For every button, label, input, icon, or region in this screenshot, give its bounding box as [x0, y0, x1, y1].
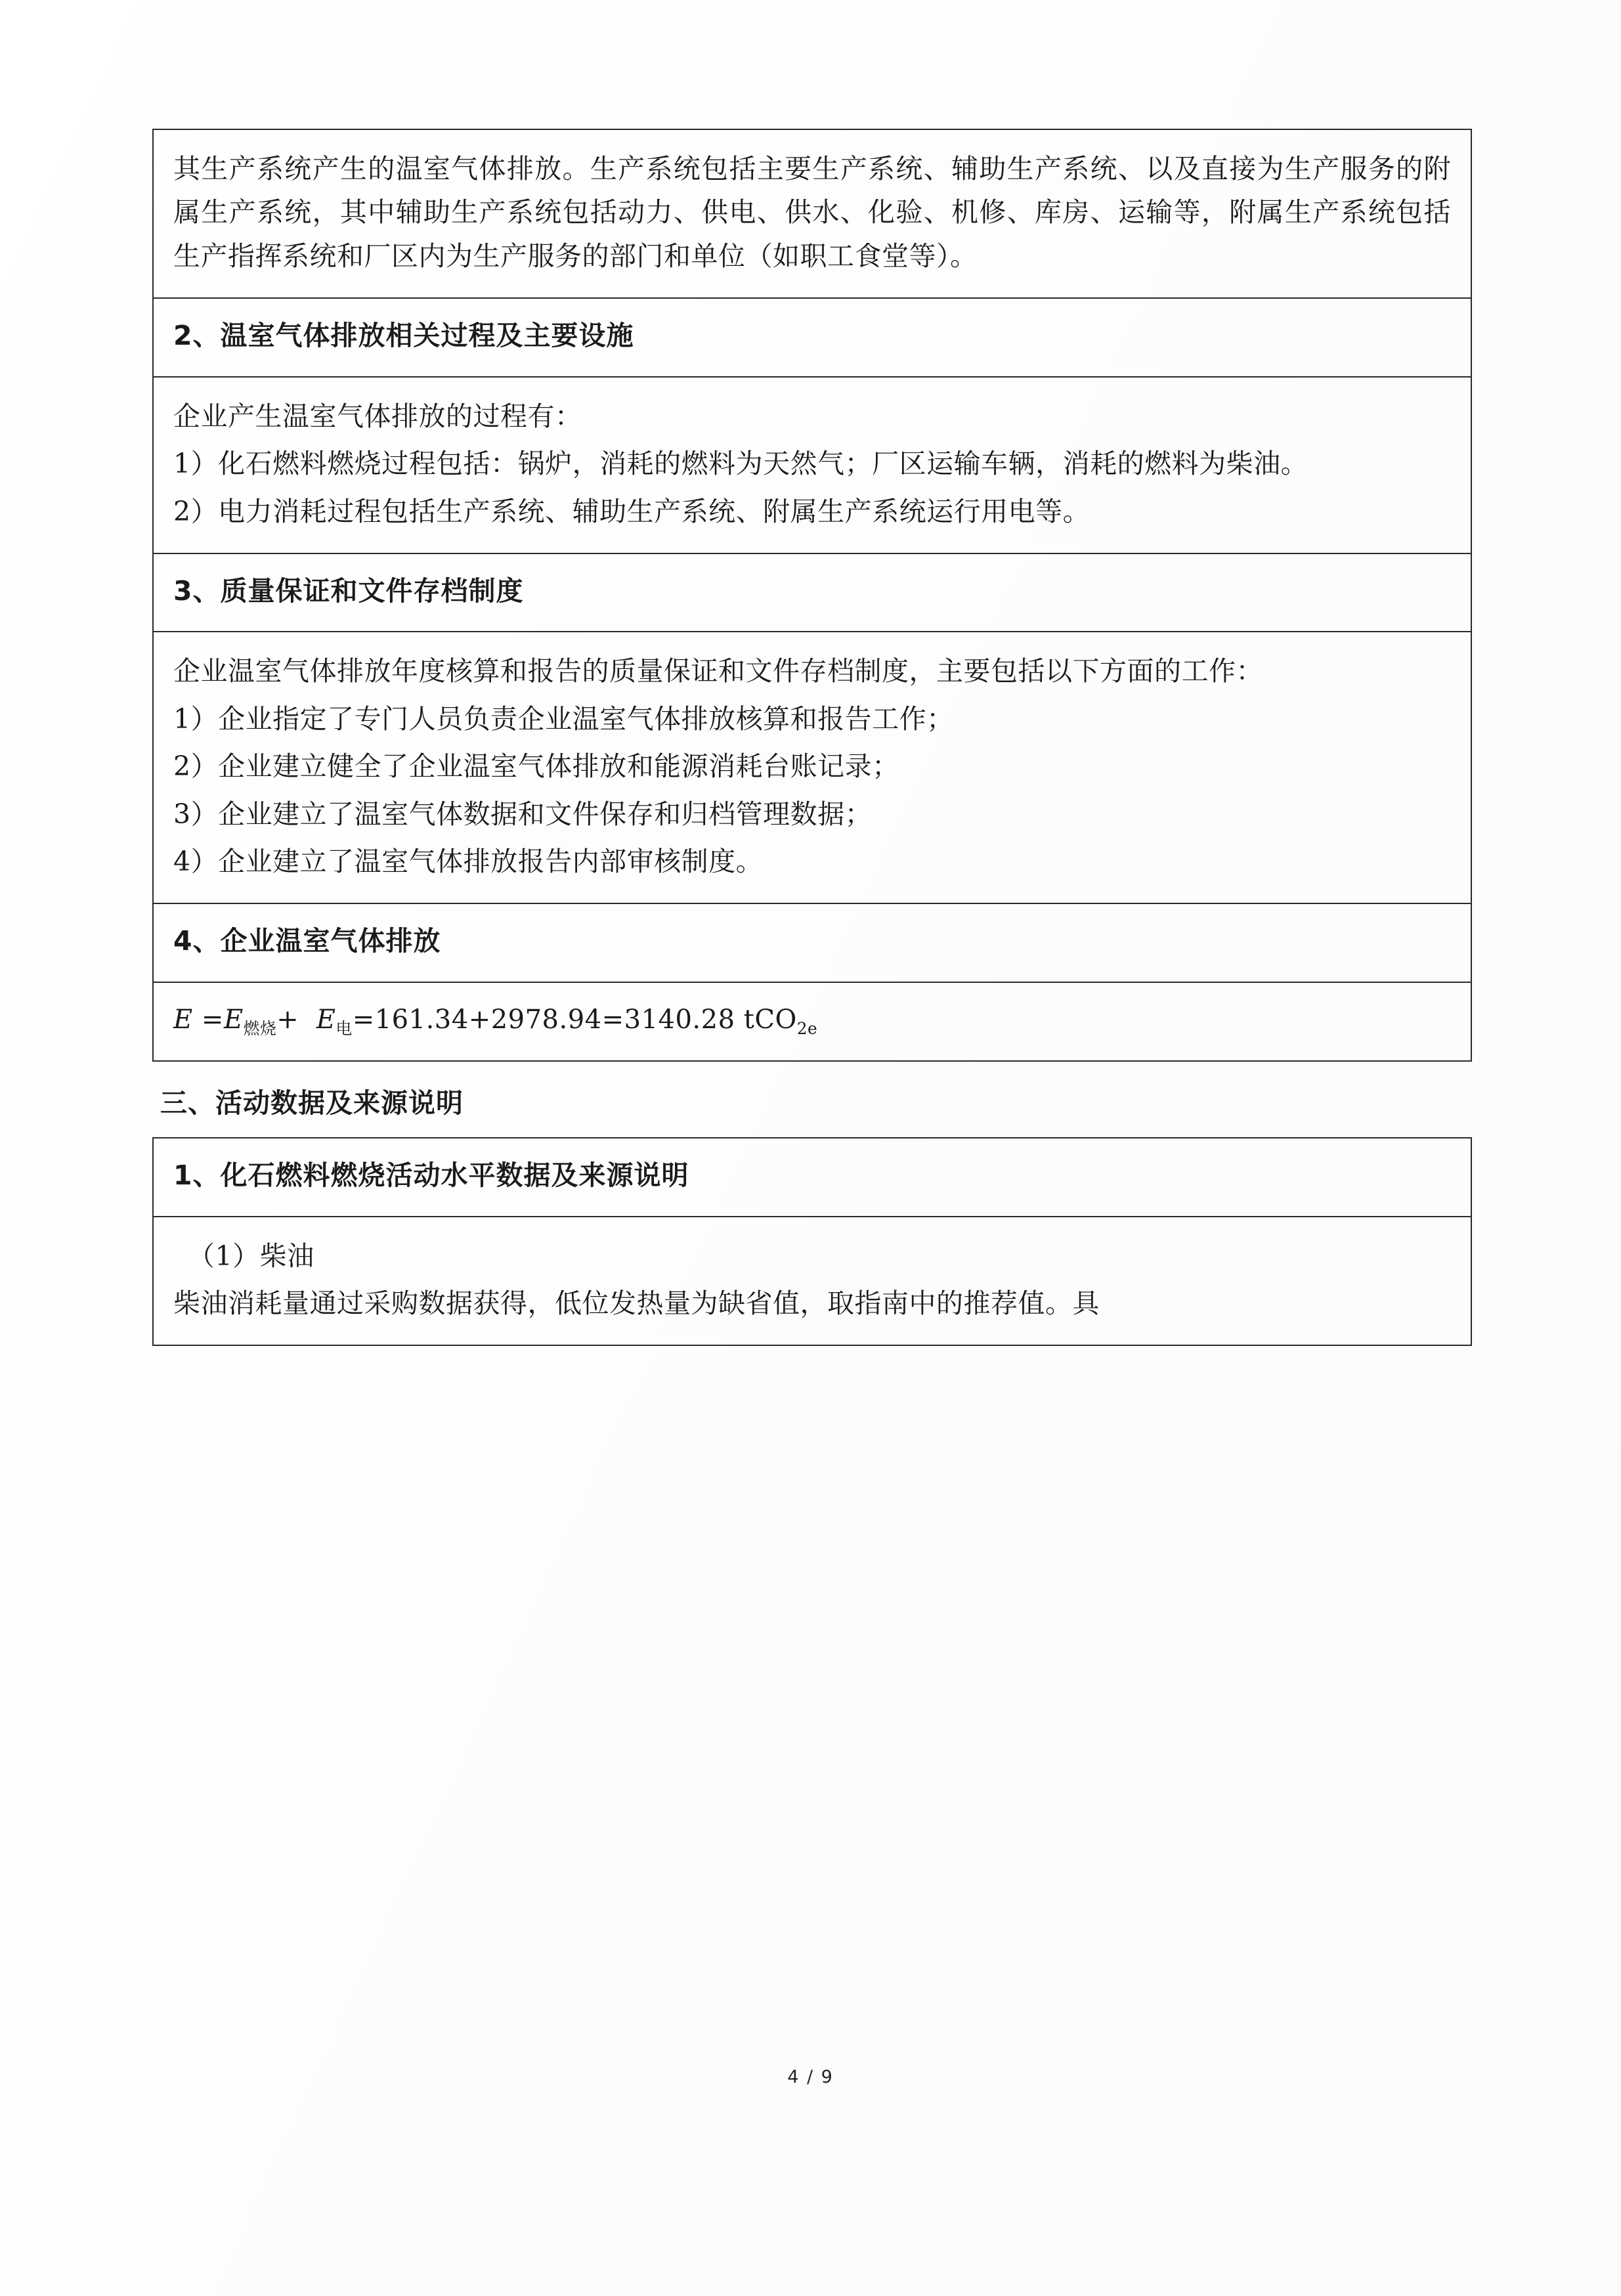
emission-formula [173, 1000, 1451, 1041]
page-number: 4 / 9 [787, 2067, 834, 2087]
section2-paragraph-2: 1）化石燃料燃烧过程包括：锅炉，消耗的燃料为天然气；厂区运输车辆，消耗的燃料为柴油。 [173, 448, 1308, 480]
section31-subheading: （1）柴油 [188, 1240, 314, 1272]
section3-list-item-4: 4）企业建立了温室气体排放报告内部审核制度。 [173, 846, 764, 878]
cell-intro-paragraph [153, 129, 1471, 298]
cell-section2-heading [153, 298, 1471, 377]
section2-paragraph-3: 2）电力消耗过程包括生产系统、辅助生产系统、附属生产系统运行用电等。 [173, 495, 1091, 527]
cell-section31-body [153, 1217, 1471, 1346]
formula-term2-sub: 电 [335, 1018, 353, 1038]
table-row [153, 1217, 1471, 1346]
section3-paragraph-1: 企业温室气体排放年度核算和报告的质量保证和文件存档制度，主要包括以下方面的工作： [173, 655, 1263, 687]
formula-unit: tCO [735, 1004, 797, 1035]
table-row [153, 129, 1471, 298]
table-row [153, 553, 1471, 632]
formula-term1-sub: 燃烧 [243, 1018, 277, 1038]
table-row [153, 982, 1471, 1061]
section2-heading-text: 2、温室气体排放相关过程及主要设施 [173, 320, 634, 352]
formula-term2-base: E [316, 1004, 336, 1035]
section3-list-item-2: 2）企业建立健全了企业温室气体排放和能源消耗台账记录； [173, 750, 899, 783]
table-row [153, 632, 1471, 903]
table-upper [152, 129, 1472, 1062]
table-row [153, 903, 1471, 982]
cell-section3-body [153, 632, 1471, 903]
section3-list-item-3: 3）企业建立了温室气体数据和文件保存和归档管理数据； [173, 798, 873, 830]
section3-heading-text: 3、质量保证和文件存档制度 [173, 574, 524, 607]
document-content [152, 129, 1472, 1346]
formula-unit-sub: 2e [796, 1018, 818, 1038]
cell-section4-heading [153, 903, 1471, 982]
section3-list-item-1: 1）企业指定了专门人员负责企业温室气体排放核算和报告工作； [173, 703, 954, 735]
cell-formula [153, 982, 1471, 1061]
formula-equals: = [192, 1004, 224, 1035]
section2-paragraph-1: 企业产生温室气体排放的过程有： [173, 400, 582, 432]
section31-heading-text: 1、化石燃料燃烧活动水平数据及来源说明 [173, 1159, 689, 1192]
formula-plus: + [276, 1004, 299, 1035]
table-row [153, 377, 1471, 553]
section4-heading-text: 4、企业温室气体排放 [173, 925, 441, 957]
table-row [153, 1138, 1471, 1217]
cell-section2-body [153, 377, 1471, 553]
cell-section31-heading [153, 1138, 1471, 1217]
formula-lead-symbol: E [173, 1004, 193, 1035]
intro-paragraph-text: 其生产系统产生的温室气体排放。生产系统包括主要生产系统、辅助生产系统、以及直接为生产服务的附属生产系统，其中辅助生产系统包括动力、供电、供水、化验、机修、库房、运输等，附属生产系统包括生产指挥系统和厂区内为生产服务的部门和单位（如职工食堂等）。 [173, 153, 1451, 272]
section-three-heading: 三、活动数据及来源说明 [160, 1087, 464, 1119]
table-lower [152, 1137, 1472, 1346]
formula-values: =161.34+2978.94=3140.28 [352, 1004, 735, 1035]
section31-paragraph-1: 柴油消耗量通过采购数据获得，低位发热量为缺省值，取指南中的推荐值。具 [173, 1288, 1100, 1320]
table-row [153, 298, 1471, 377]
formula-term1-base: E [223, 1004, 244, 1035]
cell-section3-heading [153, 553, 1471, 632]
